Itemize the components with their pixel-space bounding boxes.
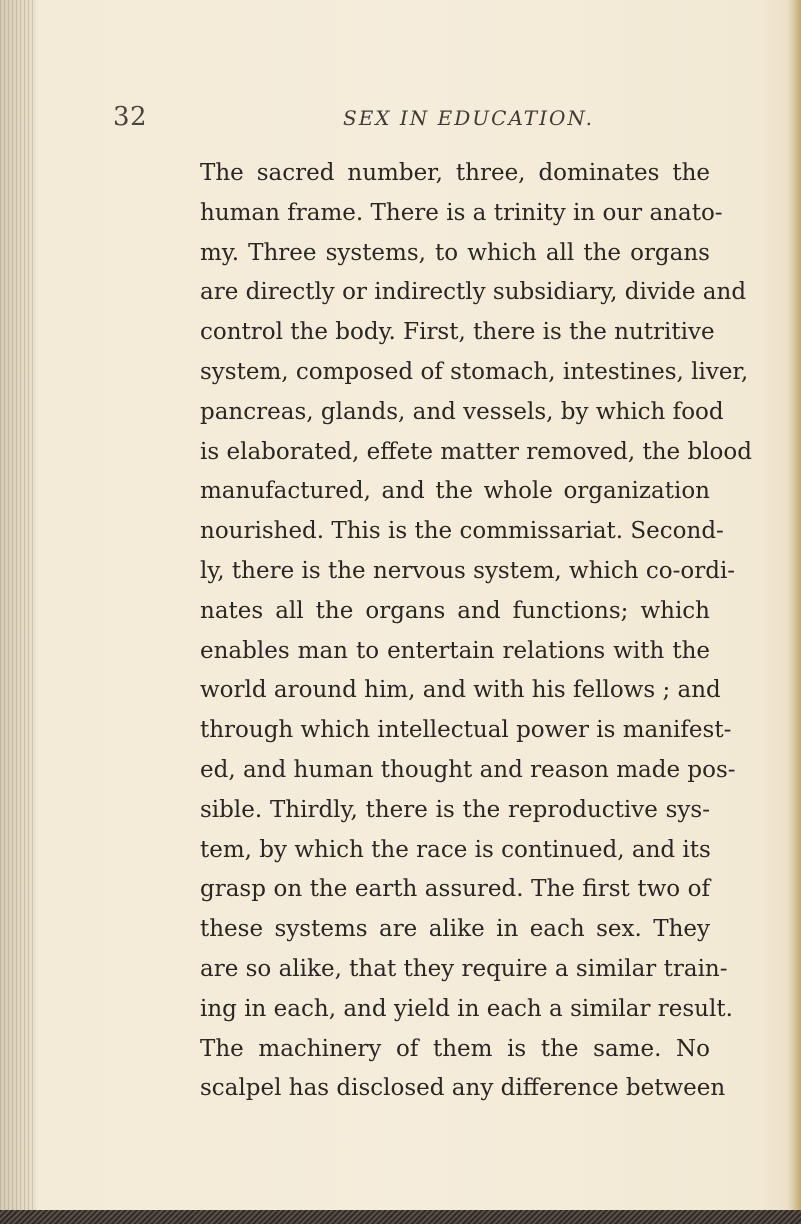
page-number: 32: [113, 102, 148, 132]
text-line: tem, by which the race is continued, and its: [200, 836, 711, 863]
text-line: scalpel has disclosed any difference between: [200, 1075, 726, 1102]
running-head: SEX IN EDUCATION.: [343, 106, 595, 130]
text-line: through which intellectual power is manifest-: [200, 717, 732, 744]
text-line: ing in each, and yield in each a similar result.: [200, 995, 733, 1022]
page-right-edge: [787, 0, 801, 1224]
text-line: ly, there is the nervous system, which co-ordi-: [200, 557, 736, 584]
body-text: [200, 154, 752, 1109]
text-line: human frame. There is a trinity in our anato-: [200, 199, 723, 226]
page-header: [0, 92, 801, 144]
text-line: nourished. This is the commissariat. Second-: [200, 518, 724, 545]
text-line: sible. Thirdly, there is the reproductive sys-: [200, 796, 710, 823]
page-bottom-edge: [0, 1210, 801, 1224]
text-line: The machinery of them is the same. No: [200, 1035, 710, 1062]
text-line: my. Three systems, to which all the organs: [200, 239, 710, 266]
text-line: these systems are alike in each sex. They: [200, 916, 710, 943]
text-line: are so alike, that they require a similar train-: [200, 955, 728, 982]
page-binding-edge: [0, 0, 36, 1224]
text-line: ed, and human thought and reason made pos-: [200, 756, 736, 783]
text-line: The sacred number, three, dominates the: [200, 160, 710, 186]
text-line: nates all the organs and functions; which: [200, 597, 710, 624]
text-line: enables man to entertain relations with the: [200, 637, 710, 664]
text-line: pancreas, glands, and vessels, by which food: [200, 398, 724, 425]
text-line: control the body. First, there is the nutritive: [200, 319, 715, 346]
text-line: grasp on the earth assured. The first two of: [200, 876, 710, 903]
text-line: are directly or indirectly subsidiary, divide and: [200, 279, 747, 306]
text-line: system, composed of stomach, intestines, liver,: [200, 358, 749, 385]
text-line: manufactured, and the whole organization: [200, 478, 710, 505]
text-line: world around him, and with his fellows ; and: [200, 677, 721, 704]
text-line: is elaborated, effete matter removed, the blood: [200, 438, 752, 465]
